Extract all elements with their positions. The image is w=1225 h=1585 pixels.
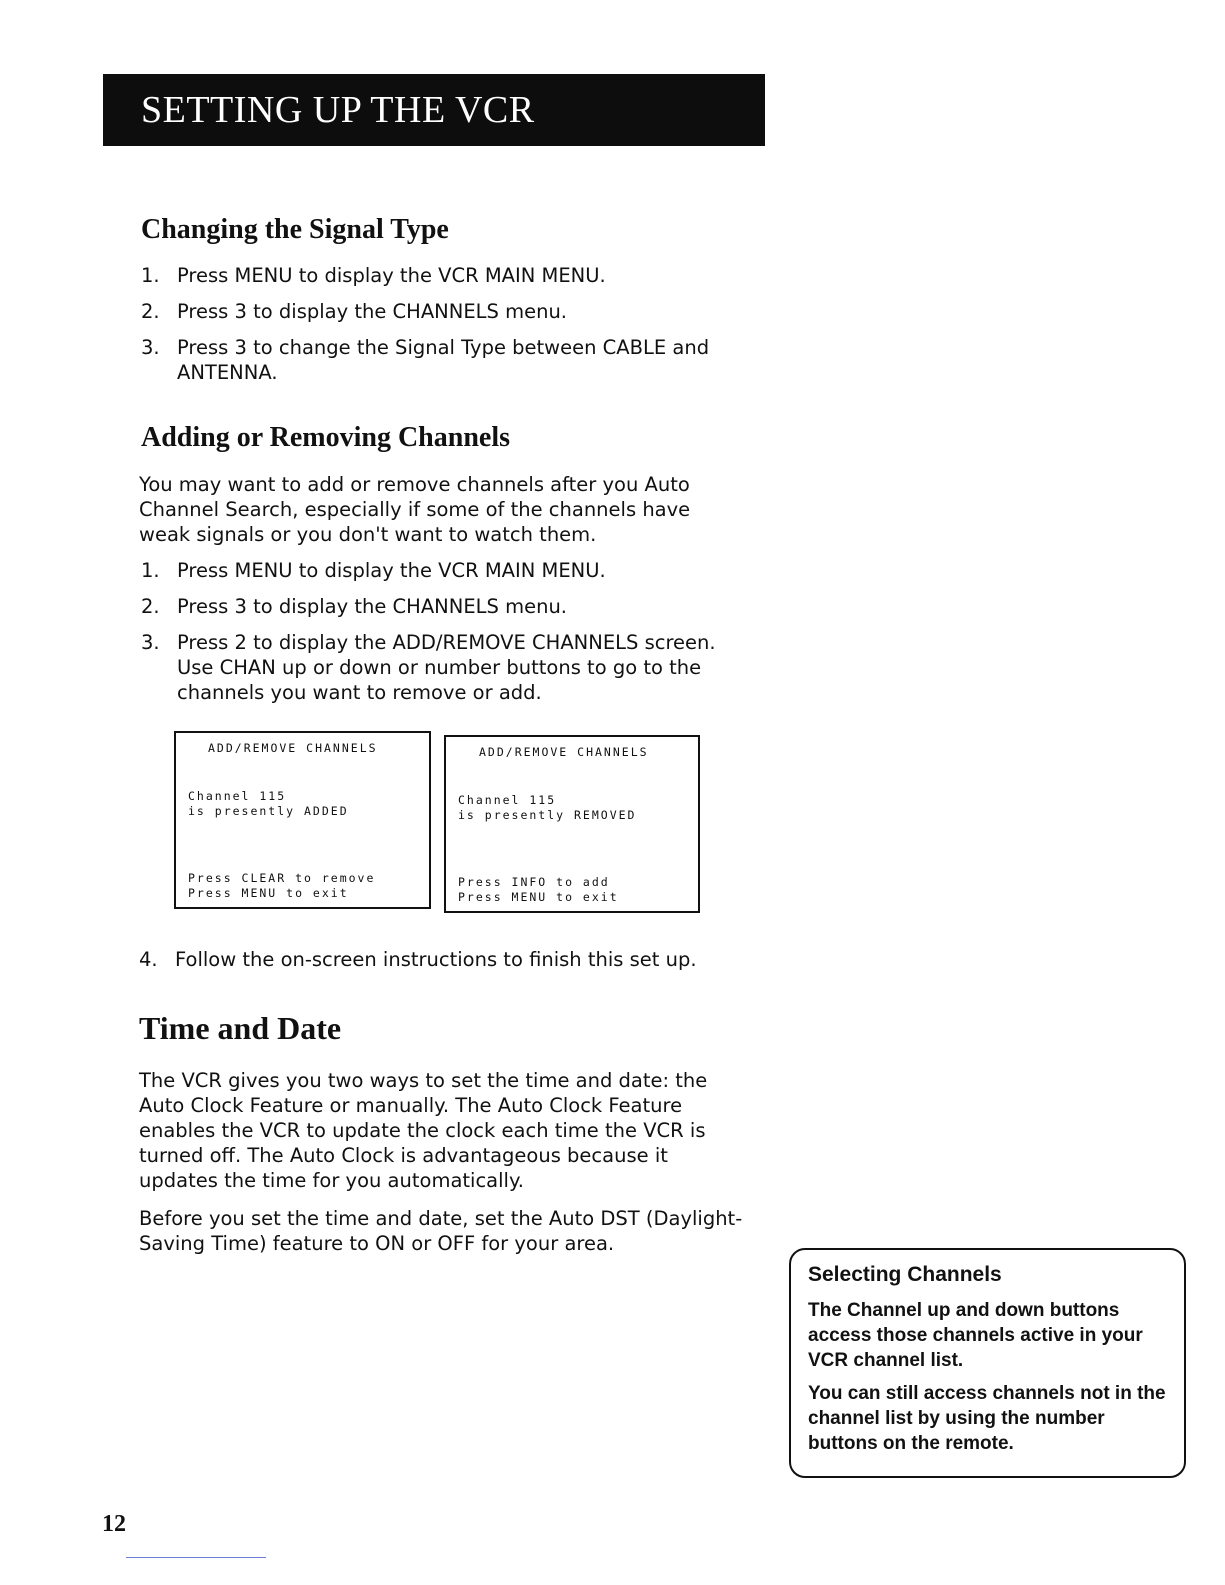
signal-type-heading: Changing the Signal Type (141, 214, 449, 245)
add-remove-intro: You may want to add or remove channels after you Auto Channel Search, especially if some of the channels have weak signals or you don't want to watch them. (139, 473, 691, 546)
step-text: Press MENU to display the VCR MAIN MENU. (177, 264, 606, 287)
list-item (141, 299, 761, 324)
list-item (141, 558, 741, 583)
step-number: 1. (141, 559, 160, 582)
time-date-paragraph-1: The VCR gives you two ways to set the time and date: the Auto Clock Feature or manually. The Auto Clock Feature enables the VCR to update the clock each time the VCR is turned off. The Auto Clock is advantageous because it updates the time for you automatically. (139, 1069, 708, 1192)
step-text: Press MENU to display the VCR MAIN MENU. (177, 559, 606, 582)
osd-line: is presently ADDED (188, 804, 349, 818)
osd-line: is presently REMOVED (458, 808, 637, 822)
osd-line: Press INFO to add (458, 875, 610, 889)
step-text: Press 3 to display the CHANNELS menu. (177, 300, 567, 323)
step-number: 4. (139, 948, 158, 971)
sidebar-title: Selecting Channels (808, 1263, 1002, 1286)
add-remove-heading: Adding or Removing Channels (141, 422, 511, 453)
list-item (141, 335, 752, 385)
osd-line: Press CLEAR to remove (188, 871, 376, 885)
step-number: 2. (141, 300, 160, 323)
list-item (141, 594, 741, 619)
page-number: 12 (102, 1511, 126, 1537)
sidebar-paragraph-2: You can still access channels not in the channel list by using the number buttons on the remote. (808, 1383, 1166, 1454)
time-date-heading: Time and Date (139, 1010, 342, 1046)
section-title: SETTING UP THE VCR (141, 89, 535, 131)
osd-screen-added (174, 731, 431, 909)
list-item (141, 630, 737, 705)
osd-line: Channel 115 (188, 789, 287, 803)
step-text: Press 2 to display the ADD/REMOVE CHANNELS screen. Use CHAN up or down or number buttons to go to the channels you want to remove or add. (177, 631, 716, 704)
selecting-channels-sidebar (789, 1248, 1186, 1478)
osd-line: Channel 115 (458, 793, 557, 807)
osd-title: ADD/REMOVE CHANNELS (479, 745, 649, 759)
step-number: 1. (141, 264, 160, 287)
osd-title: ADD/REMOVE CHANNELS (208, 741, 378, 755)
osd-line: Press MENU to exit (458, 890, 619, 904)
section-banner (103, 74, 765, 146)
add-remove-steps (141, 558, 741, 705)
footer-rule (126, 1557, 266, 1558)
list-item (141, 263, 761, 288)
signal-type-steps (141, 263, 761, 385)
step-number: 3. (141, 631, 160, 654)
osd-screen-removed (444, 735, 700, 913)
step-text: Press 3 to display the CHANNELS menu. (177, 595, 567, 618)
step-text: Press 3 to change the Signal Type between CABLE and ANTENNA. (177, 336, 710, 384)
time-date-paragraph-2: Before you set the time and date, set the Auto DST (Daylight-Saving Time) feature to ON or OFF for your area. (139, 1207, 743, 1255)
step-text: Follow the on-screen instructions to finish this set up. (175, 948, 697, 971)
add-remove-step4 (139, 947, 759, 972)
list-item (139, 947, 759, 972)
osd-line: Press MENU to exit (188, 886, 349, 900)
sidebar-paragraph-1: The Channel up and down buttons access those channels active in your VCR channel list. (808, 1300, 1143, 1371)
step-number: 2. (141, 595, 160, 618)
step-number: 3. (141, 336, 160, 359)
